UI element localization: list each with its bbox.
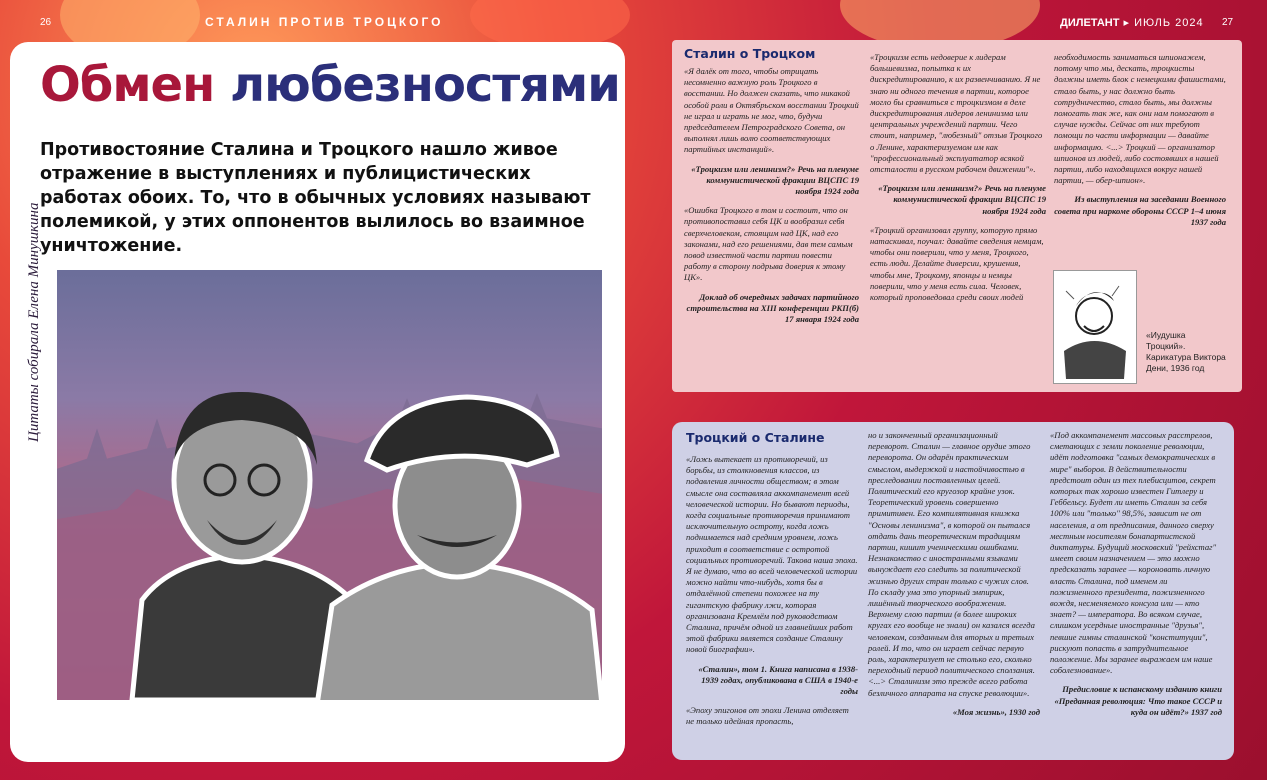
quote-source: Доклад об очередных задачах партийного строительства на XIII конференции РКП(б) 17 января 1924 года (686, 291, 859, 325)
quote-source: «Сталин», том 1. Книга написана в 1938-1939 годах, опубликована в США в 1940-е годы (698, 663, 858, 697)
magazine-name: ДИЛЕТАНТ (1060, 17, 1120, 29)
stalin-on-trotsky-title: Сталин о Троцком (684, 46, 816, 61)
portrait-photo (57, 270, 602, 700)
caricature-image (1053, 270, 1137, 384)
quote-source: «Троцкизм или ленинизм?» Речь на пленуме коммунистической фракции ВЦСПС 19 ноября 1924 года (691, 163, 859, 197)
magazine-header: ДИЛЕТАНТ ▸ ИЮЛЬ 2024 (1060, 17, 1204, 29)
quote-column-2 (868, 430, 1040, 726)
quotes-credit: Цитаты собирала Елена Минушкина (26, 202, 42, 442)
quote-column-3 (1054, 52, 1226, 236)
headline (40, 57, 620, 113)
quote-column-2 (870, 52, 1046, 311)
caricature-drawing (1054, 271, 1136, 383)
quote-column-1 (686, 454, 858, 736)
quote-text: но и законченный организационный переворот. Сталин — главное орудие этого переворота. Он одарён практическим смыслом, выдержкой и настойчивостью в преследовании поставленных целей. Политический его кругозор крайне узок. Теоретический уровень совершенно примитивен. Его компилятивная книжка "Основы ленинизма", в которой он пытался отдать дань теоретическим традициям партии, кишит ученическими ошибками. Незнакомство с иностранными языками вынуждает его следить за политической жизнью других стран только с чужих слов. По складу ума это упорный эмпирик, лишённый творческого воображения. Верхнему слою партии (в более широких кругах его вообще не знали) он казался всегда человеком, созданным для вторых и третьих ролей. И то, что он играет сейчас первую роль, характеризует не столько его, сколько переходный период политического сползания. <...> Сталинизм это прежде всего работа безличного аппарата на спуске революции». (868, 430, 1035, 698)
lead-paragraph: Противостояние Сталина и Троцкого нашло живое отражение в выступлениях и публицистических работах обоих. То, что в обычных условиях называют полемикой, у этих оппонентов вылилось во взаимное уничтожение. (40, 140, 591, 256)
headline-part-1: Обмен (40, 57, 215, 113)
headline-part-2: любезностями (230, 57, 620, 113)
quote-text: «Троцкизм есть недоверие к лидерам большевизма, попытка к их дискредитированию, к их развенчиванию. Я не знаю ни одного течения в партии, которое могло бы сравниться с троцкизмом в деле дискредитирования лидеров ленинизма или центральных учреждений партии. Чего стоит, например, "любезный" отзыв Троцкого о Ленине, характеризуемом им как "профессиональный эксплуататор всякой отсталости в русском рабочем движении"». (870, 52, 1043, 175)
quote-text: «Эпоху эпигонов от эпохи Ленина отделяет не только идейная пропасть, (686, 705, 849, 727)
stalin-figure (307, 385, 602, 700)
quote-text: необходимость заниматься шпионажем, потому что мы, дескать, троцкисты должны иметь блок с немецкими фашистами, стало быть, у нас должно быть сотрудничество, стало быть, мы должны помогать так же, как они нам помогают в случае нужды. Сейчас от них требуют помощи по части информации — давайте информацию. <...> Троцкий — организатор шпионов из людей, либо состоявших в нашей партии, либо находящихся вокруг нашей партии, — обер-шпион». (1054, 52, 1226, 186)
left-page (10, 42, 625, 762)
trotsky-on-stalin-title: Троцкий о Сталине (686, 430, 825, 445)
quote-column-1 (684, 66, 859, 333)
quote-source: Предисловие к испанскому изданию книги «Преданная революция: Что такое СССР и куда он идёт?» 1937 год (1054, 684, 1222, 717)
trotsky-on-stalin-box (672, 422, 1234, 760)
section-title: СТАЛИН ПРОТИВ ТРОЦКОГО (205, 15, 444, 29)
quote-column-3 (1050, 430, 1222, 726)
page-number-right: 27 (1222, 17, 1234, 28)
quote-source: Из выступления на заседании Военного совета при наркоме обороны СССР 1–4 июня 1937 года (1054, 194, 1226, 227)
caricature-caption: «Иудушка Троцкий». Карикатура Виктора Дени, 1936 год (1146, 330, 1226, 373)
quote-text: «Ошибка Троцкого в том и состоит, что он противопоставил себя ЦК и вообразил себя сверхчеловеком, стоящим над ЦК, над его законами, над его решениями, дав тем самым повод известной части партии повести работу в сторону подрыва доверия к этому ЦК». (684, 205, 853, 283)
quote-source: «Троцкизм или ленинизм?» Речь на пленуме коммунистической фракции ВЦСПС 19 ноября 1924 года (878, 183, 1046, 216)
quote-source: «Моя жизнь», 1930 год (952, 706, 1040, 717)
quote-text: «Я далёк от того, чтобы отрицать несомненно важную роль Троцкого в восстании. Но должен сказать, что никакой особой роли в Октябрьском восстании Троцкий не играл и играть не мог, что, будучи председателем Петроградского Совета, он выполнял лишь волю соответствующих партийных инстанций». (684, 66, 859, 155)
quote-text: «Под аккомпанемент массовых расстрелов, сметающих с земли поколение революции, идёт подготовка "самых демократических в мире" выборов. В действительности предстоит один из тех плебисцитов, секрет которых так хорошо известен Гитлеру и Геббельсу. Будет ли иметь Сталин за себя 100% или "только" 98,5%, зависит не от населения, а от предписания, данного сверху местным носителям бонапартистской диктатуры. Будущий московский "рейхстаг" имеет своим назначением — это можно предсказать заранее — короновать личную власть Сталина, под именем ли пожизненного президента, пожизненного вождя, несменяемого консула или — кто знает? — императора. Во всяком случае, слишком усердные иностранные "друзья", певшие гимны сталинской "конституции", рискуют попасть в затруднительное положение. Мы заранее выражаем им наше соболезнование». (1050, 430, 1217, 676)
quote-text: «Ложь вытекает из противоречий, из борьбы, из столкновения классов, из подавления личности обществом; в этом смысле она составляла аккомпанемент всей человеческой истории. Но бывают периоды, когда социальные противоречия принимают исключительную остроту, когда ложь поднимается над средним уровнем, ложь приходит в соответствие с остротой социальных противоречий. Такова наша эпоха. Я не думаю, что во всей человеческой истории можно найти что-нибудь, хотя бы в отдалённой степени похожее на ту гигантскую фабрику лжи, которая организована Кремлём под руководством Сталина, причём одной из главнейших работ этой фабрики является создание Сталину новой биографии». (686, 454, 858, 655)
page-number-left: 26 (40, 17, 52, 28)
quote-text: «Троцкий организовал группу, которую прямо натаскивал, поучал: давайте сведения немцам, чтобы они поверили, что у меня, Троцкого, есть люди. Делайте диверсии, крушения, чтобы мне, Троцкому, японцы и немцы поверили, что у меня есть сила. Человек, который проповедовал среди своих людей (870, 224, 1044, 303)
issue-date: ИЮЛЬ 2024 (1134, 17, 1204, 29)
